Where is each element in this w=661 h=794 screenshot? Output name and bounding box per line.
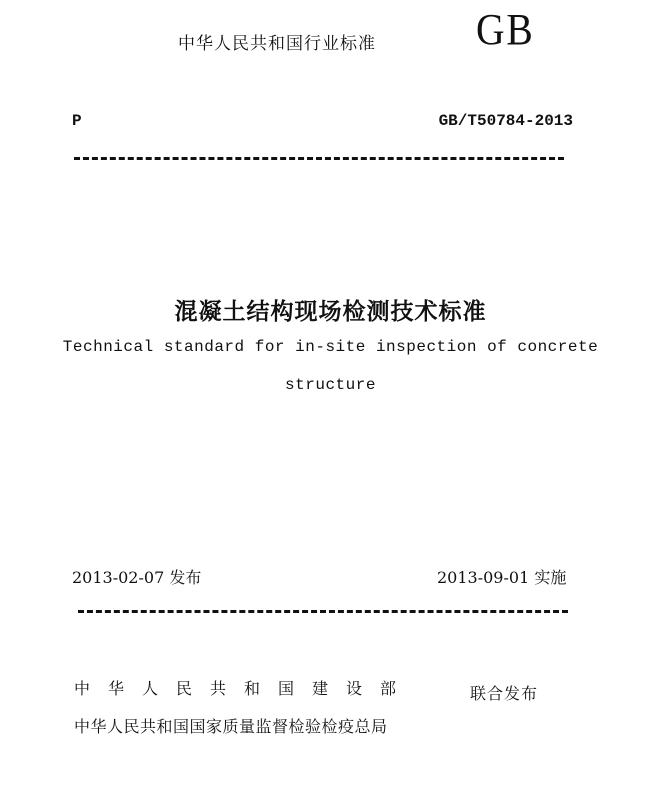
gb-logo: GB <box>476 5 535 54</box>
top-divider <box>74 157 564 160</box>
issue-date: 2013-02-07 发布 <box>72 568 202 587</box>
issuer-administration: 中华人民共和国国家质量监督检验检疫总局 <box>74 717 388 736</box>
bottom-divider <box>78 610 568 613</box>
category-code: P <box>72 112 82 130</box>
title-chinese: 混凝土结构现场检测技术标准 <box>174 299 487 325</box>
title-english-line1: Technical standard for in-site inspection of concrete <box>62 338 599 356</box>
issuer-ministry: 中华人民共和国建设部 <box>74 679 415 698</box>
joint-issue-label: 联合发布 <box>470 684 539 703</box>
industry-standard-label: 中华人民共和国行业标准 <box>178 34 376 54</box>
standard-number: GB/T50784-2013 <box>438 112 573 130</box>
implementation-date: 2013-09-01 实施 <box>437 568 567 587</box>
title-english-line2: structure <box>285 376 376 394</box>
